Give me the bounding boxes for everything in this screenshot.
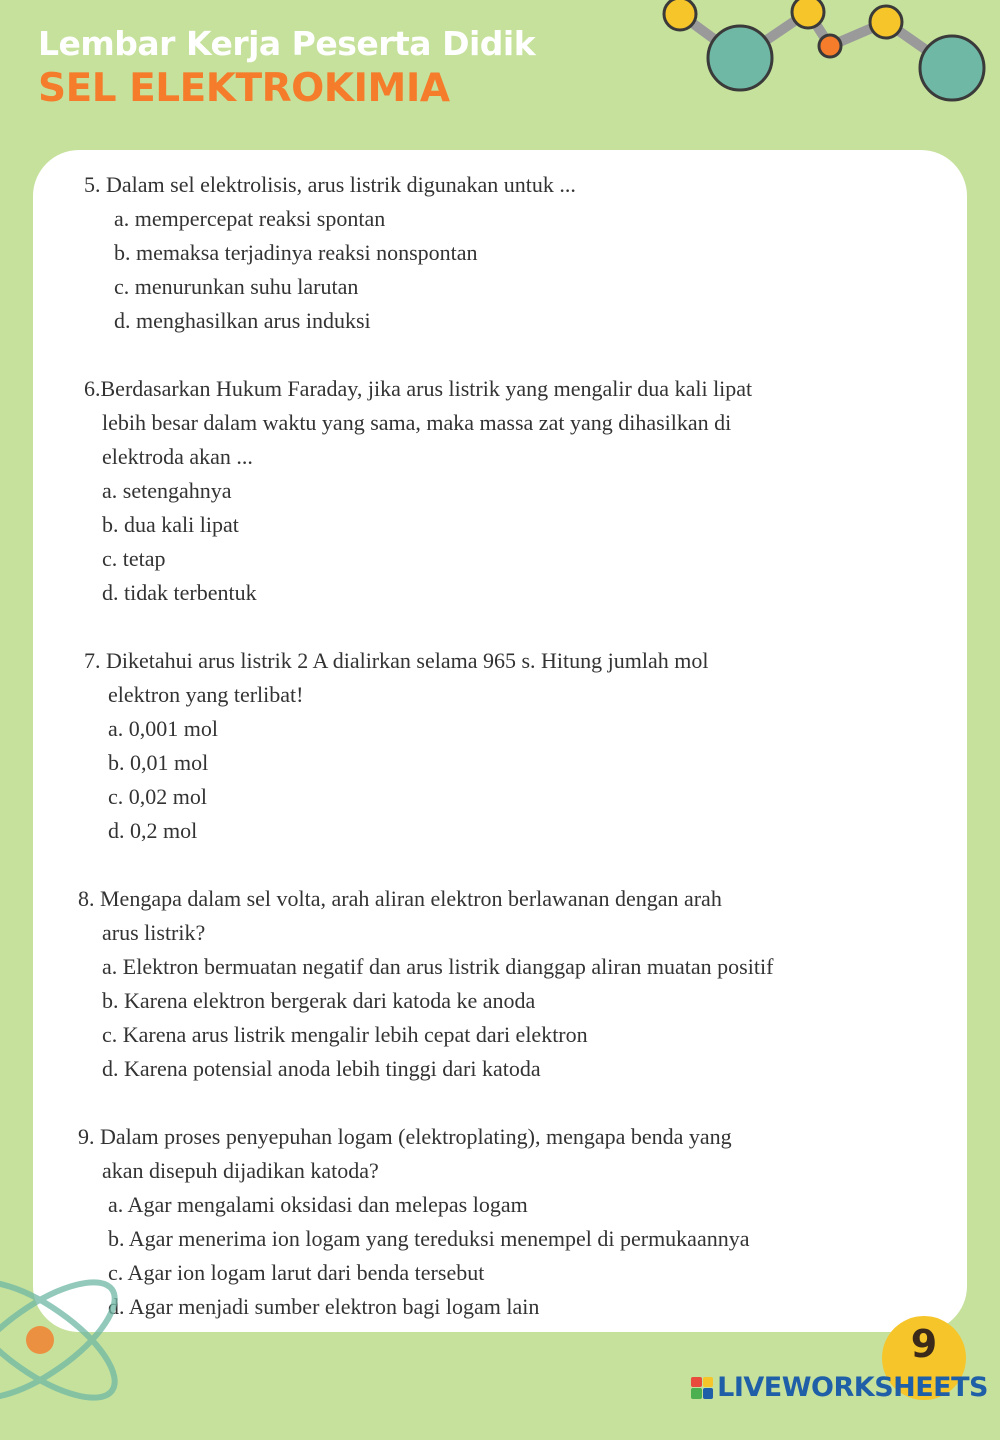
option-a[interactable]: a. mempercepat reaksi spontan	[114, 206, 386, 231]
question-stem: lebih besar dalam waktu yang sama, maka massa zat yang dihasilkan di	[102, 410, 732, 435]
question-stem: 7. Diketahui arus listrik 2 A dialirkan selama 965 s. Hitung jumlah mol	[84, 648, 709, 673]
question-stem: 8. Mengapa dalam sel volta, arah aliran elektron berlawanan dengan arah	[78, 886, 722, 911]
option-a[interactable]: a. Elektron bermuatan negatif dan arus listrik dianggap aliran muatan positif	[102, 954, 774, 979]
option-a[interactable]: a. Agar mengalami oksidasi dan melepas logam	[108, 1192, 528, 1217]
question-5	[84, 168, 576, 338]
option-b[interactable]: b. 0,01 mol	[108, 750, 209, 775]
question-stem: elektroda akan ...	[102, 444, 253, 469]
option-d[interactable]: d. Karena potensial anoda lebih tinggi dari katoda	[102, 1056, 541, 1081]
page-number: 9	[910, 1322, 938, 1366]
liveworksheets-brand[interactable]	[691, 1372, 988, 1403]
question-7	[84, 644, 708, 848]
question-stem: 9. Dalam proses penyepuhan logam (elektroplating), mengapa benda yang	[78, 1124, 732, 1149]
option-a[interactable]: a. 0,001 mol	[108, 716, 218, 741]
option-c[interactable]: c. 0,02 mol	[108, 784, 207, 809]
option-b[interactable]: b. dua kali lipat	[102, 512, 239, 537]
option-d[interactable]: d. tidak terbentuk	[102, 580, 257, 605]
option-a[interactable]: a. setengahnya	[102, 478, 232, 503]
option-c[interactable]: c. menurunkan suhu larutan	[114, 274, 359, 299]
question-stem: arus listrik?	[102, 920, 206, 945]
header-title: Lembar Kerja Peserta Didik	[38, 24, 536, 63]
brand-text: LIVEWORKSHEETS	[717, 1372, 988, 1403]
option-c[interactable]: c. Karena arus listrik mengalir lebih cepat dari elektron	[102, 1022, 588, 1047]
option-c[interactable]: c. tetap	[102, 546, 166, 571]
option-d[interactable]: d. 0,2 mol	[108, 818, 198, 843]
question-8	[78, 882, 773, 1086]
question-9	[78, 1120, 749, 1324]
question-stem: akan disepuh dijadikan katoda?	[102, 1158, 379, 1183]
option-d[interactable]: d. Agar menjadi sumber elektron bagi logam lain	[108, 1294, 540, 1319]
worksheet-header	[38, 24, 535, 112]
option-b[interactable]: b. Karena elektron bergerak dari katoda ke anoda	[102, 988, 536, 1013]
option-b[interactable]: b. memaksa terjadinya reaksi nonspontan	[114, 240, 478, 265]
liveworksheets-logo-icon	[691, 1377, 713, 1399]
atom-icon	[0, 1240, 140, 1440]
question-stem: elektron yang terlibat!	[108, 682, 304, 707]
question-stem: 6.Berdasarkan Hukum Faraday, jika arus listrik yang mengalir dua kali lipat	[84, 376, 753, 401]
header-subtitle: SEL ELEKTROKIMIA	[38, 66, 450, 111]
option-c[interactable]: c. Agar ion logam larut dari benda tersebut	[108, 1260, 485, 1285]
question-stem: 5. Dalam sel elektrolisis, arus listrik digunakan untuk ...	[84, 172, 576, 197]
option-b[interactable]: b. Agar menerima ion logam yang tereduksi menempel di permukaannya	[108, 1226, 750, 1251]
option-d[interactable]: d. menghasilkan arus induksi	[114, 308, 371, 333]
question-6	[84, 372, 752, 610]
molecule-icon	[650, 0, 1000, 110]
